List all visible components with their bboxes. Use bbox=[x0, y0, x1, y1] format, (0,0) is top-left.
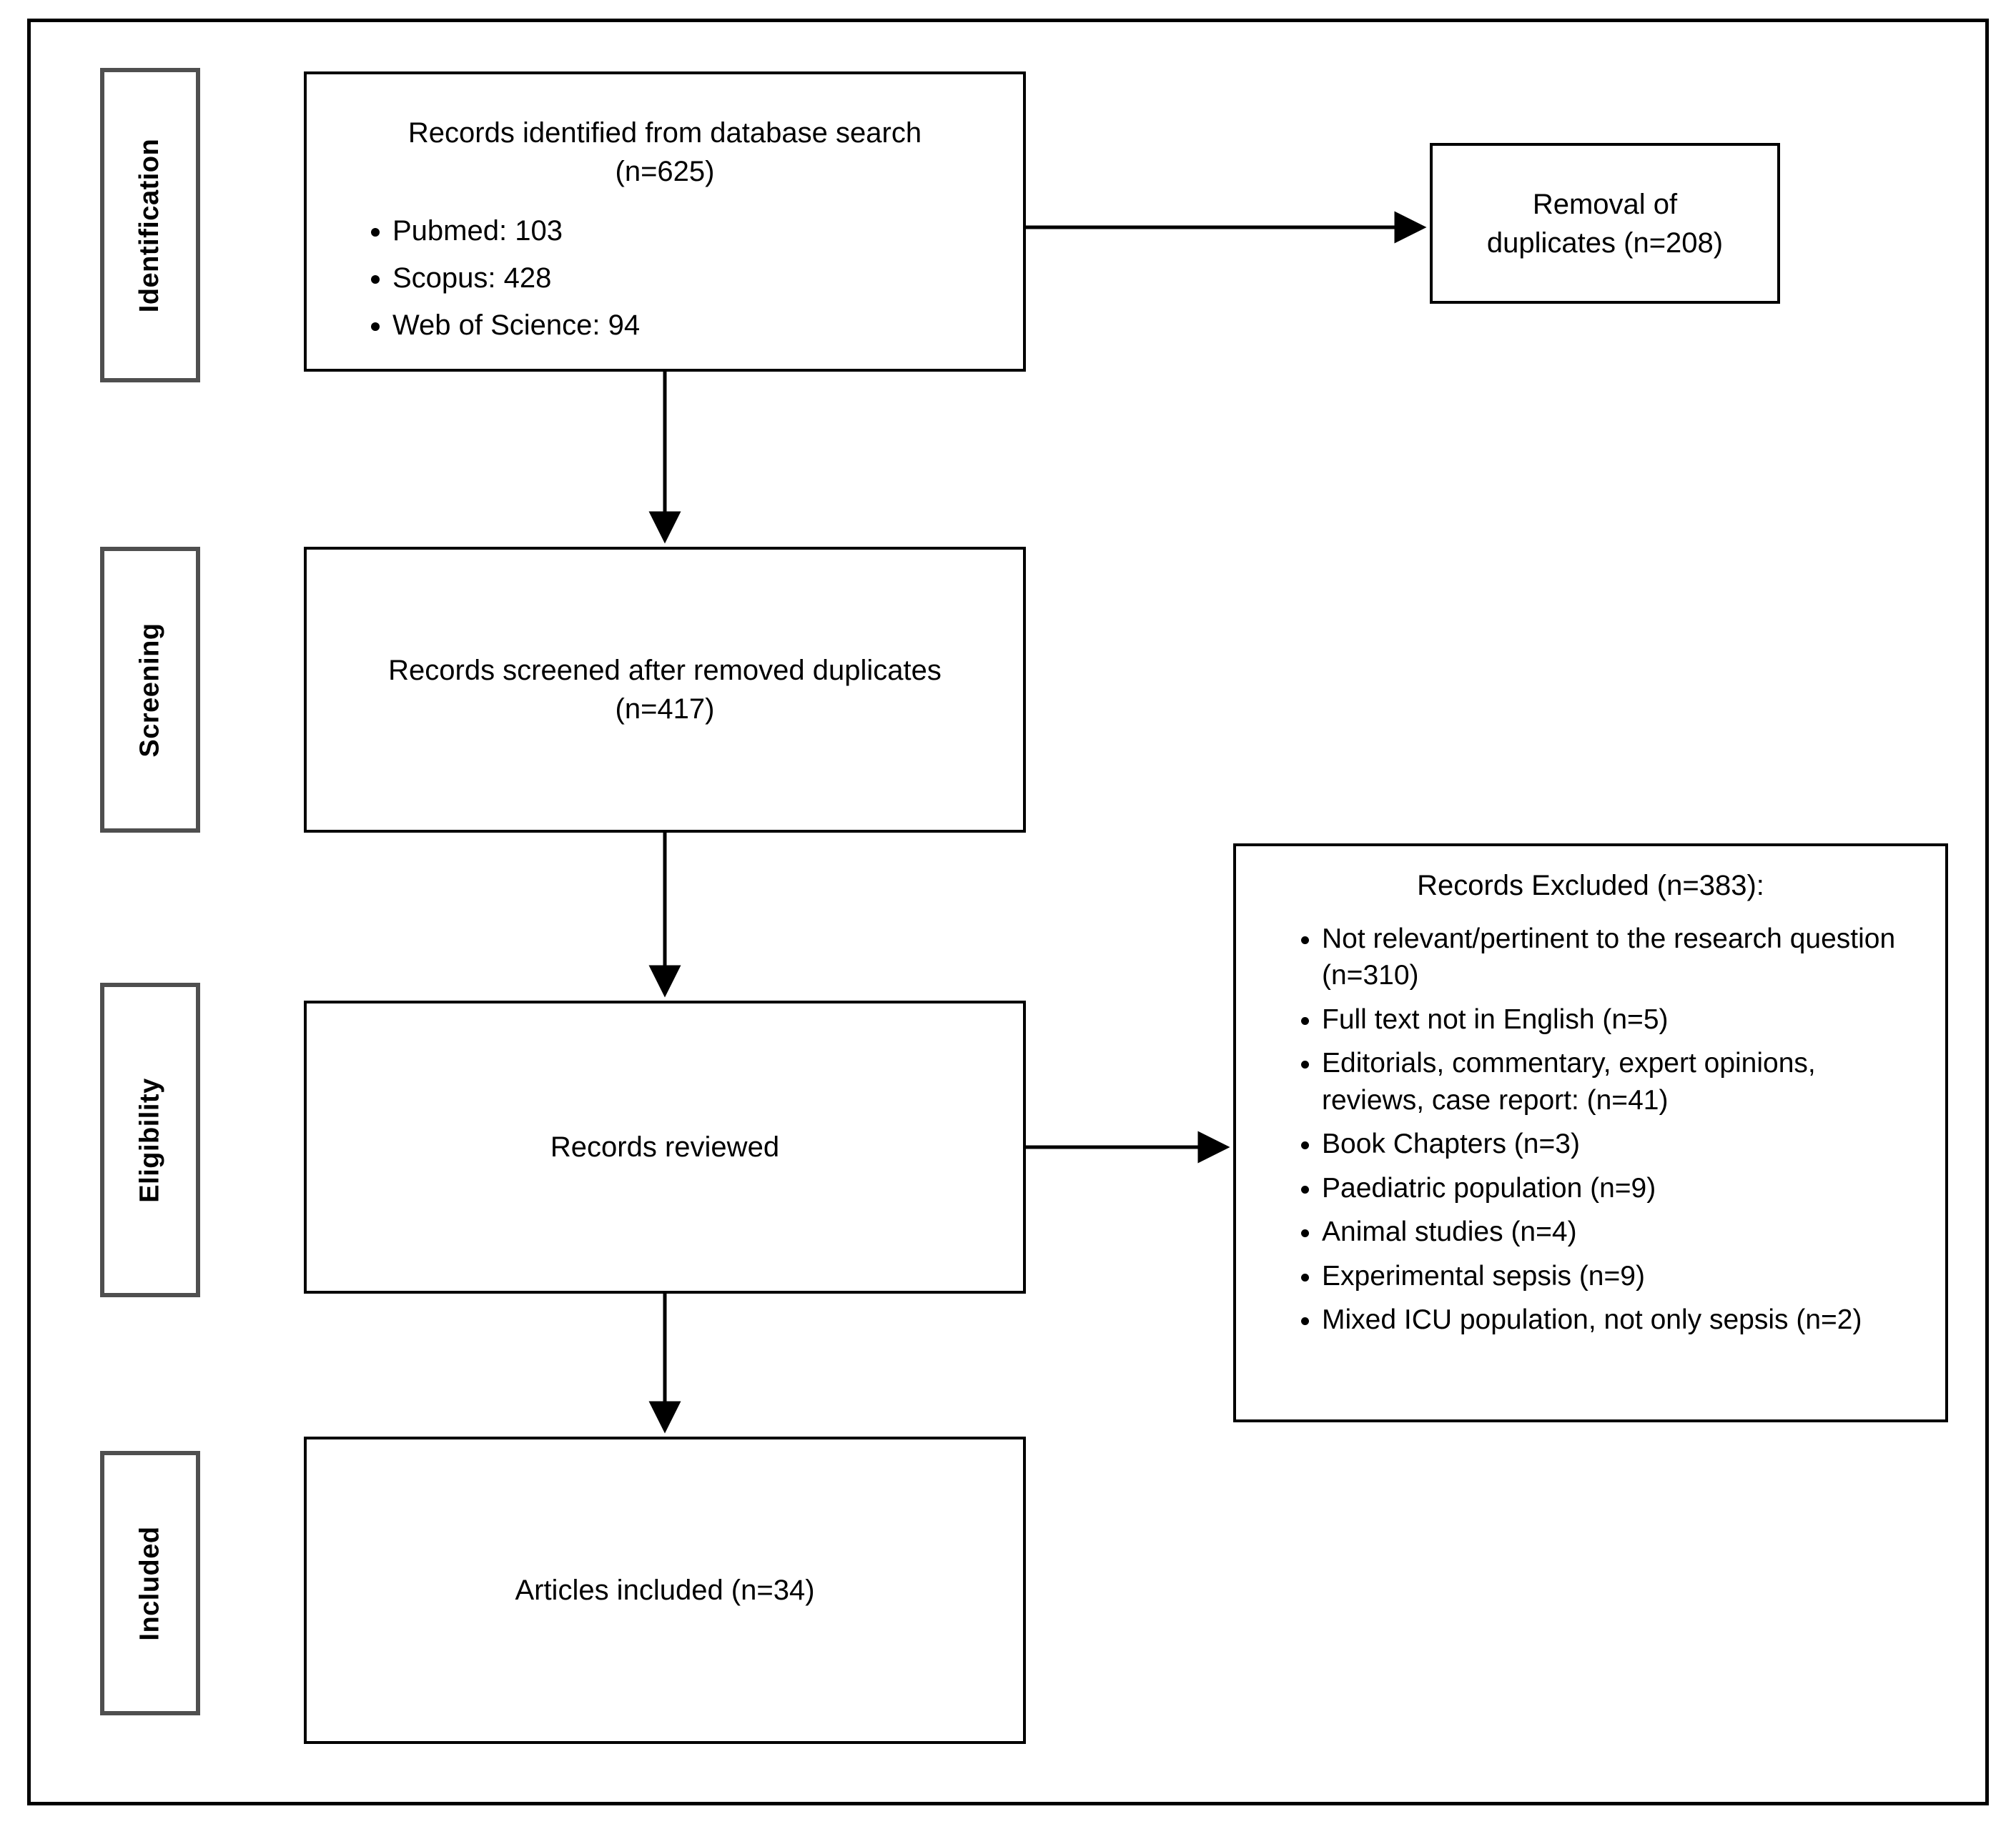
stage-label-eligibility bbox=[100, 983, 200, 1297]
list-item: • Animal studies (n=4) bbox=[1322, 1214, 1945, 1250]
records-excluded-list bbox=[1236, 921, 1945, 1339]
list-item: • Web of Science: 94 bbox=[392, 304, 640, 347]
stage-label-screening bbox=[100, 547, 200, 833]
removal-duplicates-line2: duplicates (n=208) bbox=[1486, 227, 1724, 259]
list-item: • Paediatric population (n=9) bbox=[1322, 1170, 1945, 1206]
removal-duplicates-line1: Removal of bbox=[1532, 188, 1678, 220]
stage-label-included bbox=[100, 1451, 200, 1715]
stage-label-included-text: Included bbox=[134, 1525, 165, 1641]
list-item: • Scopus: 428 bbox=[392, 257, 640, 299]
records-screened-title: Records screened after removed duplicates bbox=[388, 655, 942, 686]
stage-label-screening-text: Screening bbox=[134, 622, 165, 758]
list-item: • Experimental sepsis (n=9) bbox=[1322, 1258, 1945, 1294]
records-excluded-title: Records Excluded (n=383): bbox=[1417, 870, 1764, 901]
box-records-reviewed bbox=[304, 1001, 1026, 1294]
list-item: • Not relevant/pertinent to the research question (n=310) bbox=[1322, 921, 1945, 994]
articles-included-title: Articles included (n=34) bbox=[515, 1575, 815, 1606]
list-item: • Editorials, commentary, expert opinions, reviews, case report: (n=41) bbox=[1322, 1045, 1945, 1119]
records-identified-count: (n=625) bbox=[615, 156, 715, 187]
records-reviewed-title: Records reviewed bbox=[550, 1131, 780, 1163]
box-records-screened bbox=[304, 547, 1026, 833]
stage-label-identification-text: Identification bbox=[134, 138, 165, 312]
box-articles-included bbox=[304, 1437, 1026, 1744]
list-item: • Mixed ICU population, not only sepsis (n=2) bbox=[1322, 1302, 1945, 1338]
list-item: • Full text not in English (n=5) bbox=[1322, 1001, 1945, 1038]
box-records-excluded bbox=[1233, 843, 1948, 1422]
stage-label-identification bbox=[100, 68, 200, 382]
list-item: • Pubmed: 103 bbox=[392, 209, 640, 252]
box-removal-duplicates bbox=[1430, 143, 1780, 304]
records-identified-source-list bbox=[307, 209, 640, 351]
records-identified-title: Records identified from database search bbox=[407, 117, 922, 149]
records-screened-count: (n=417) bbox=[615, 693, 715, 725]
stage-label-eligibility-text: Eligibility bbox=[134, 1077, 165, 1203]
list-item: • Book Chapters (n=3) bbox=[1322, 1126, 1945, 1162]
box-records-identified bbox=[304, 71, 1026, 372]
